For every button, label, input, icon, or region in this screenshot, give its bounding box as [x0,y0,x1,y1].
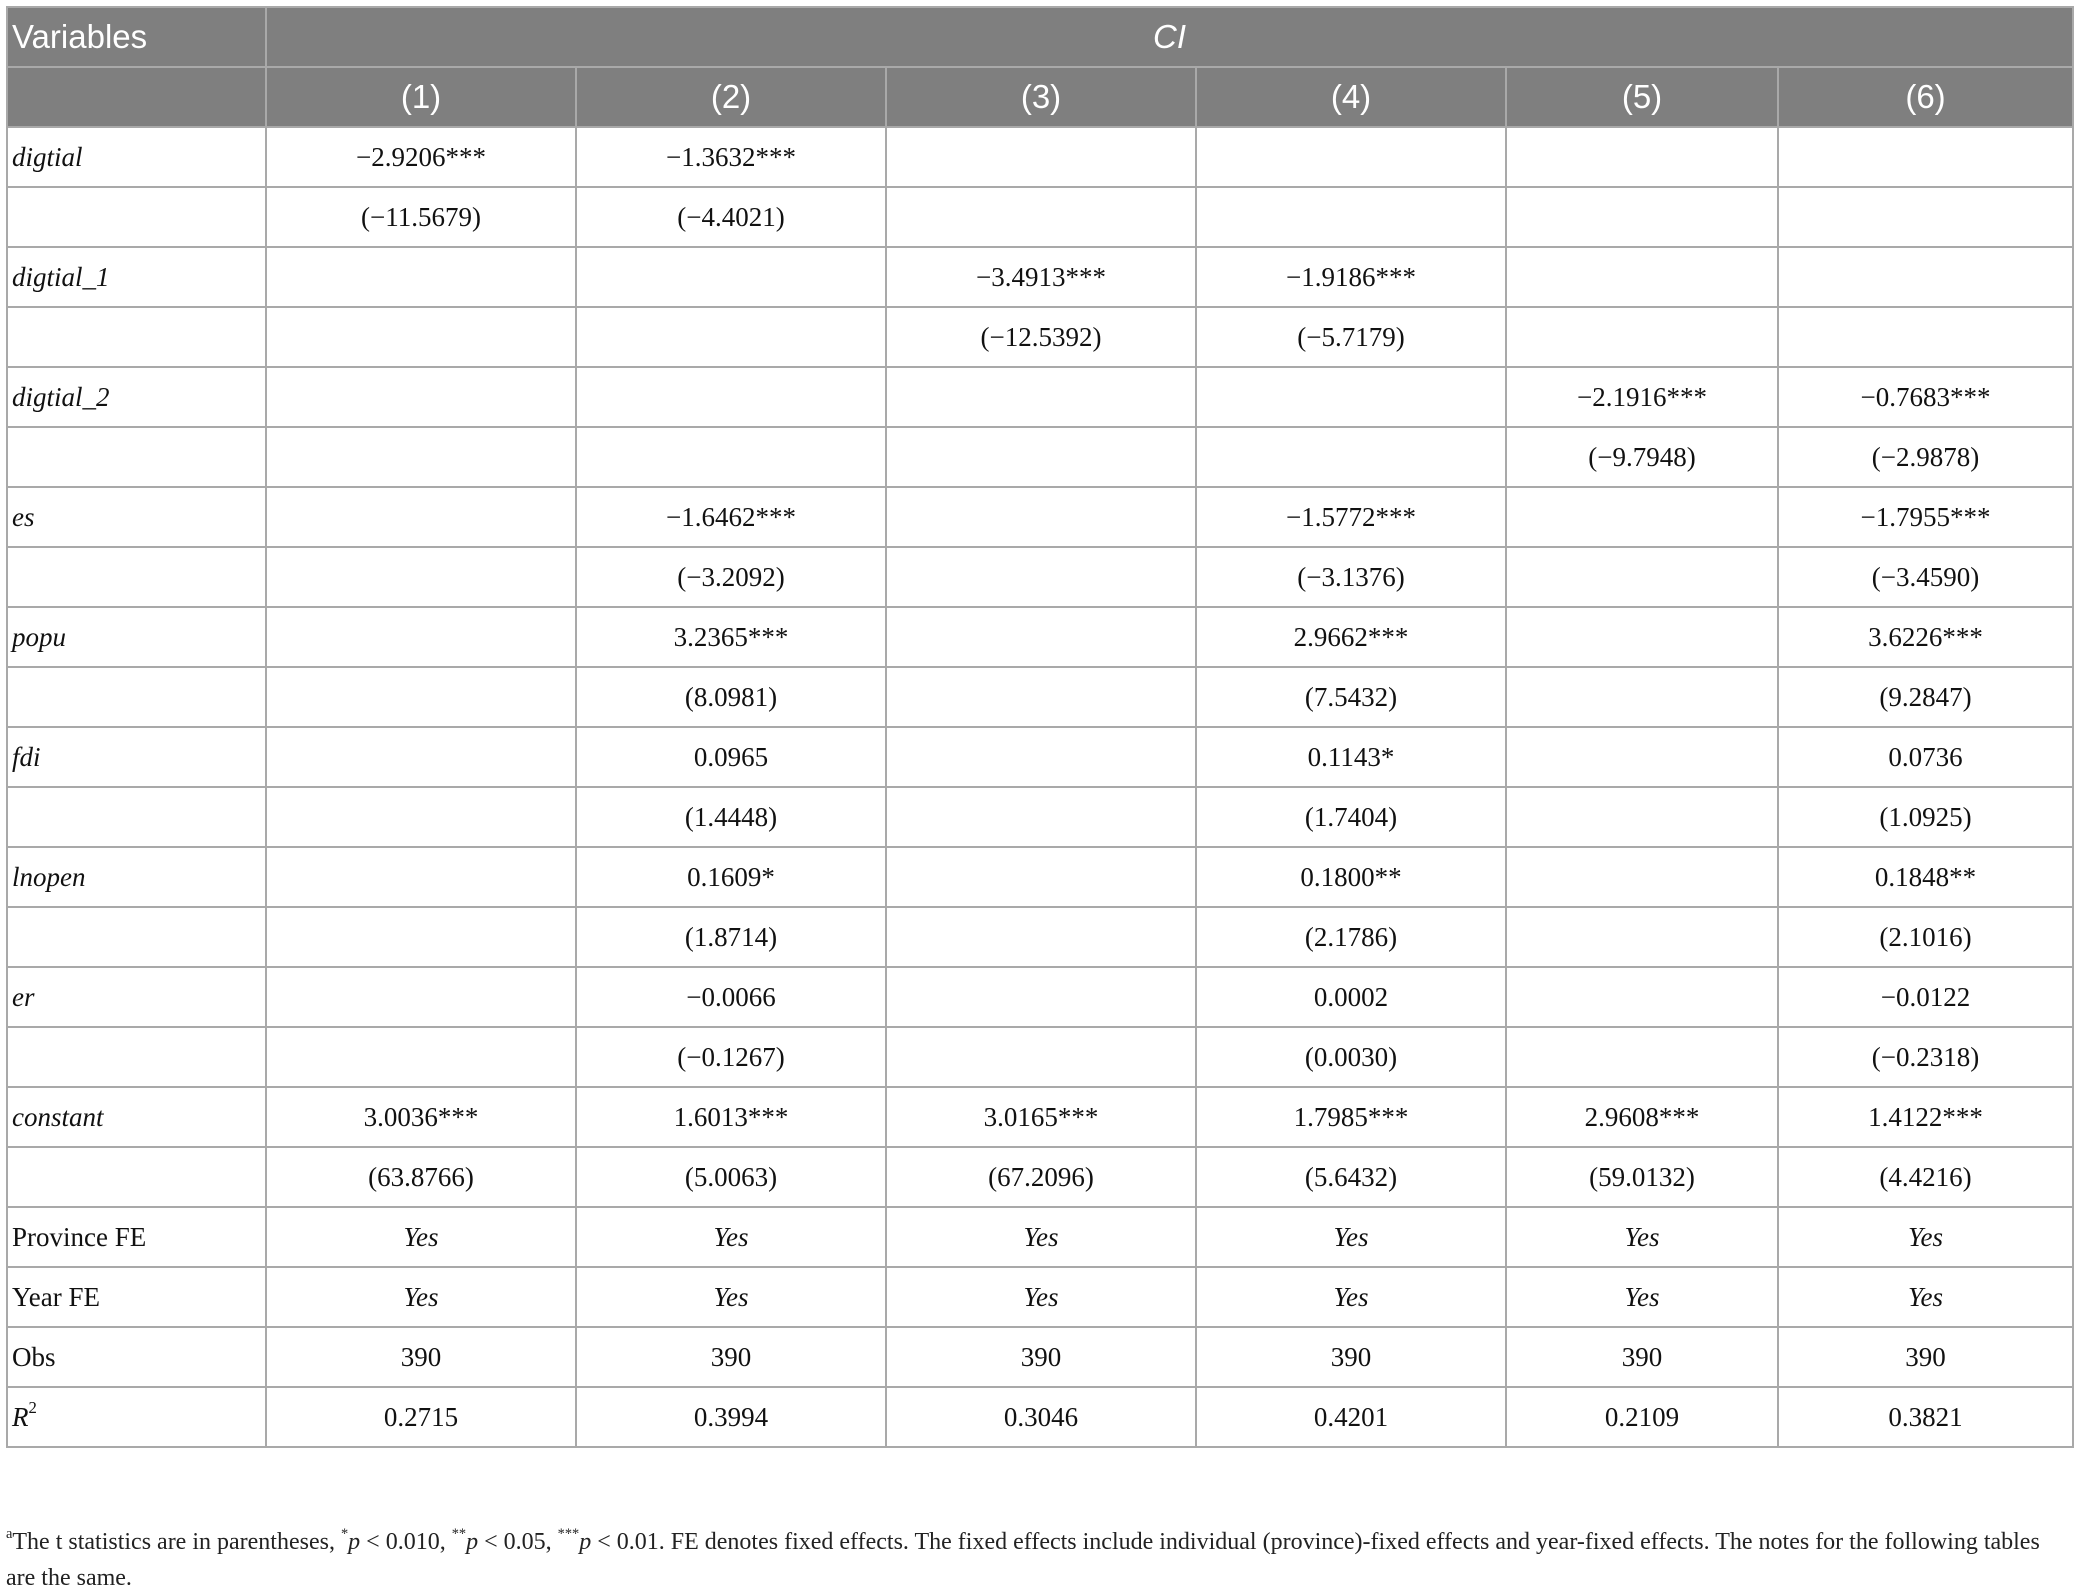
footnote-p-symbol: p [466,1529,479,1555]
table-cell: −1.9186*** [1196,247,1506,307]
column-header: (2) [576,67,886,127]
table-row-tstat [7,307,2073,367]
table-cell: Yes [576,1267,886,1327]
header-row-top [7,7,2073,67]
table-cell: 0.1609* [576,847,886,907]
table-row-tstat [7,667,2073,727]
table-cell: −2.9206*** [266,127,576,187]
table-cell [266,727,576,787]
table-cell: 3.0165*** [886,1087,1196,1147]
row-label [7,667,266,727]
row-label [7,1147,266,1207]
table-cell: Yes [1196,1207,1506,1267]
table-cell [1506,607,1778,667]
footnote-text: The t statistics are in parentheses, [12,1529,341,1555]
row-label: constant [7,1087,266,1147]
footnote-p-symbol: p [348,1529,361,1555]
table-cell: 0.0736 [1778,727,2073,787]
table-cell: Yes [1506,1267,1778,1327]
footnote-star: *** [557,1525,580,1542]
table-cell: 0.3994 [576,1387,886,1447]
row-label: lnopen [7,847,266,907]
table-cell: (5.0063) [576,1147,886,1207]
table-cell: (−0.2318) [1778,1027,2073,1087]
footnote-text: < 0.01. FE denotes fixed effects. The fixed effects include individual (province)-fixed effects and year-fixed effects. The notes for the following tables are the same. [6,1529,2040,1591]
row-label [7,187,266,247]
row-label: digtial_2 [7,367,266,427]
row-label: popu [7,607,266,667]
table-cell [266,907,576,967]
regression-table-container [6,6,2072,1448]
table-body [7,127,2073,1447]
table-cell: (−11.5679) [266,187,576,247]
table-cell: (−3.2092) [576,547,886,607]
table-cell [1506,1027,1778,1087]
table-cell [266,427,576,487]
table-cell: (1.8714) [576,907,886,967]
table-cell: (−3.1376) [1196,547,1506,607]
row-label [7,787,266,847]
table-cell [266,787,576,847]
column-header: (6) [1778,67,2073,127]
table-cell: Yes [1196,1267,1506,1327]
column-header: (5) [1506,67,1778,127]
table-cell: 1.7985*** [1196,1087,1506,1147]
table-cell [266,487,576,547]
table-cell: 0.0965 [576,727,886,787]
table-row-coefficient [7,967,2073,1027]
row-label-base: R [12,1401,29,1432]
table-cell: 1.6013*** [576,1087,886,1147]
table-cell [1778,127,2073,187]
table-row-coefficient [7,607,2073,667]
table-cell [1196,127,1506,187]
table-row-coefficient [7,127,2073,187]
table-cell [1506,967,1778,1027]
row-label: digtial [7,127,266,187]
table-cell: 2.9662*** [1196,607,1506,667]
table-cell: (1.0925) [1778,787,2073,847]
table-cell [886,547,1196,607]
column-header: (1) [266,67,576,127]
table-cell: (2.1016) [1778,907,2073,967]
table-cell [1778,247,2073,307]
table-cell [1506,907,1778,967]
table-cell: 390 [886,1327,1196,1387]
table-cell [266,247,576,307]
table-cell: −0.0066 [576,967,886,1027]
header-row-columns [7,67,2073,127]
table-cell [576,427,886,487]
table-cell [1196,367,1506,427]
table-cell: 390 [1506,1327,1778,1387]
table-cell: (1.4448) [576,787,886,847]
table-row-coefficient [7,1087,2073,1147]
footnote-star: ** [451,1525,467,1542]
table-cell [1506,847,1778,907]
table-cell [886,607,1196,667]
table-cell [266,367,576,427]
table-cell [266,967,576,1027]
table-cell: (−5.7179) [1196,307,1506,367]
table-cell: Yes [1506,1207,1778,1267]
column-header: (3) [886,67,1196,127]
table-row-tstat [7,1027,2073,1087]
table-cell: (−3.4590) [1778,547,2073,607]
table-cell: −0.0122 [1778,967,2073,1027]
table-cell: (8.0981) [576,667,886,727]
table-cell [886,487,1196,547]
table-cell: −1.7955*** [1778,487,2073,547]
footnote-marker: a [6,1525,13,1542]
table-row-fixed-effect [7,1267,2073,1327]
table-cell: (−9.7948) [1506,427,1778,487]
table-cell [1506,187,1778,247]
table-cell: −1.5772*** [1196,487,1506,547]
table-cell: −0.7683*** [1778,367,2073,427]
table-cell: 3.0036*** [266,1087,576,1147]
table-cell [886,847,1196,907]
table-cell: (9.2847) [1778,667,2073,727]
dependent-variable-header: CI [266,7,2073,67]
table-row-coefficient [7,487,2073,547]
table-cell [576,307,886,367]
table-row-fixed-effect [7,1207,2073,1267]
table-cell: 1.4122*** [1778,1087,2073,1147]
table-cell: 0.1848** [1778,847,2073,907]
table-cell [886,787,1196,847]
table-cell: (63.8766) [266,1147,576,1207]
footnote-star: * [340,1525,349,1542]
table-row-coefficient [7,727,2073,787]
table-cell: (−2.9878) [1778,427,2073,487]
table-cell: 2.9608*** [1506,1087,1778,1147]
row-label [7,1387,266,1447]
table-cell: 390 [576,1327,886,1387]
table-cell: 390 [1196,1327,1506,1387]
table-cell: 0.1800** [1196,847,1506,907]
row-label [7,307,266,367]
table-cell: 3.2365*** [576,607,886,667]
table-row-obs [7,1327,2073,1387]
table-row-tstat [7,787,2073,847]
table-cell [266,1027,576,1087]
table-row-r2 [7,1387,2073,1447]
table-cell: (5.6432) [1196,1147,1506,1207]
variables-header: Variables [7,7,266,67]
row-label [7,547,266,607]
table-cell: Yes [576,1207,886,1267]
table-cell: −1.6462*** [576,487,886,547]
table-cell: 0.3821 [1778,1387,2073,1447]
table-cell [266,547,576,607]
table-row-coefficient [7,247,2073,307]
table-cell: 390 [1778,1327,2073,1387]
table-row-tstat [7,427,2073,487]
table-cell [1778,187,2073,247]
table-cell [1196,187,1506,247]
table-cell [886,1027,1196,1087]
table-cell: −3.4913*** [886,247,1196,307]
table-cell [1778,307,2073,367]
table-cell [266,607,576,667]
table-cell [1506,787,1778,847]
row-label: Obs [7,1327,266,1387]
column-header: (4) [1196,67,1506,127]
row-label [7,907,266,967]
table-cell [576,247,886,307]
table-cell [1506,247,1778,307]
table-cell: (67.2096) [886,1147,1196,1207]
table-cell: Yes [886,1267,1196,1327]
table-row-tstat [7,1147,2073,1207]
table-cell: (59.0132) [1506,1147,1778,1207]
table-row-coefficient [7,367,2073,427]
table-cell: 0.2715 [266,1387,576,1447]
table-cell [886,427,1196,487]
table-cell: (1.7404) [1196,787,1506,847]
table-cell [886,967,1196,1027]
table-cell [886,127,1196,187]
table-cell: (2.1786) [1196,907,1506,967]
table-row-tstat [7,187,2073,247]
table-cell: Yes [886,1207,1196,1267]
table-cell: Yes [266,1207,576,1267]
footnote-text: < 0.010, [360,1529,452,1555]
table-cell: 0.1143* [1196,727,1506,787]
table-cell [266,667,576,727]
table-cell [266,847,576,907]
table-cell: (0.0030) [1196,1027,1506,1087]
table-cell: (−0.1267) [576,1027,886,1087]
table-cell [886,727,1196,787]
table-cell [1506,667,1778,727]
table-cell [1506,307,1778,367]
row-label: Province FE [7,1207,266,1267]
row-label: Year FE [7,1267,266,1327]
table-cell: 3.6226*** [1778,607,2073,667]
footnote-p-symbol: p [579,1529,592,1555]
regression-table [6,6,2074,1448]
table-cell: 0.4201 [1196,1387,1506,1447]
table-cell: Yes [266,1267,576,1327]
table-cell [1506,487,1778,547]
table-cell: Yes [1778,1207,2073,1267]
table-cell [886,187,1196,247]
row-label [7,1027,266,1087]
table-cell [1196,427,1506,487]
table-cell: −2.1916*** [1506,367,1778,427]
row-label: es [7,487,266,547]
table-cell [1506,127,1778,187]
table-cell: (7.5432) [1196,667,1506,727]
table-cell [1506,547,1778,607]
table-cell: 0.2109 [1506,1387,1778,1447]
table-cell: −1.3632*** [576,127,886,187]
table-cell: 0.3046 [886,1387,1196,1447]
row-label: digtial_1 [7,247,266,307]
table-cell: (4.4216) [1778,1147,2073,1207]
table-cell: Yes [1778,1267,2073,1327]
table-row-tstat [7,907,2073,967]
table-header [7,7,2073,127]
table-cell [266,307,576,367]
table-cell [886,367,1196,427]
table-footnote [6,1524,2072,1596]
row-label-superscript: 2 [28,1398,37,1417]
table-cell [1506,727,1778,787]
table-cell [886,667,1196,727]
table-cell: 0.0002 [1196,967,1506,1027]
footnote-text: < 0.05, [478,1529,558,1555]
table-cell: (−4.4021) [576,187,886,247]
row-label: fdi [7,727,266,787]
row-label [7,427,266,487]
blank-header-cell [7,67,266,127]
table-row-coefficient [7,847,2073,907]
table-row-tstat [7,547,2073,607]
table-cell [576,367,886,427]
table-cell [886,907,1196,967]
row-label: er [7,967,266,1027]
table-cell: 390 [266,1327,576,1387]
table-cell: (−12.5392) [886,307,1196,367]
